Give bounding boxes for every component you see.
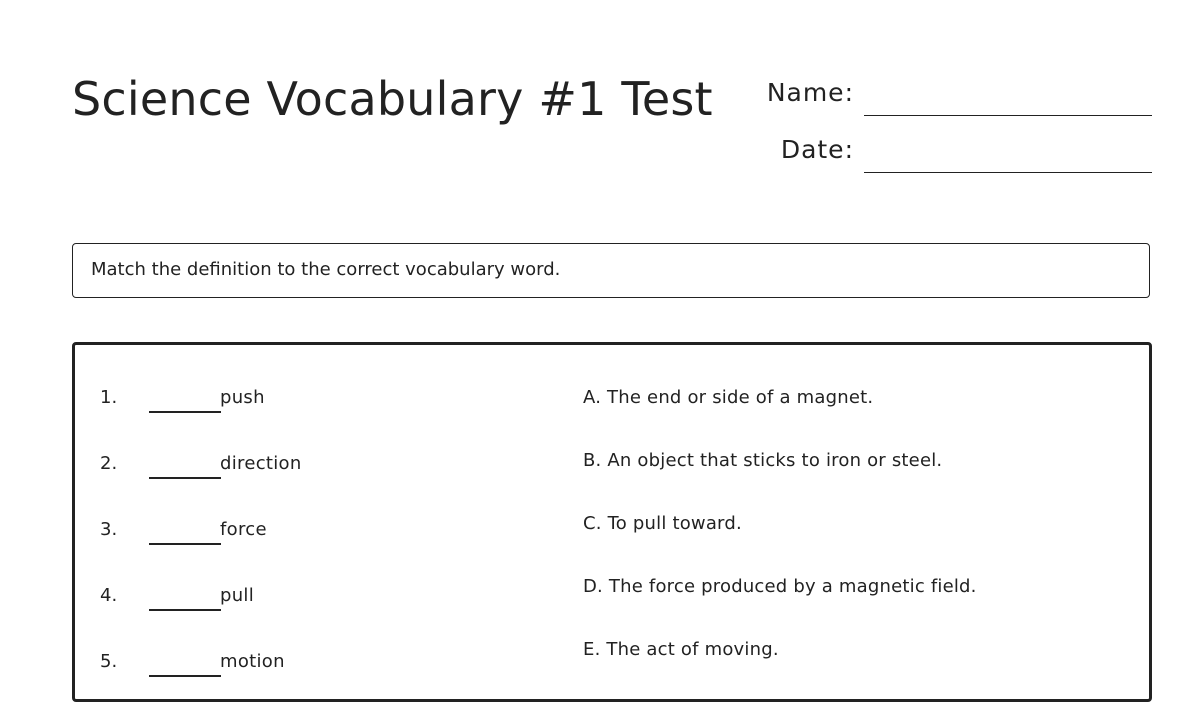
date-row [740, 135, 1152, 175]
definition-item: A. The end or side of a magnet. [583, 387, 874, 408]
term-number: 4. [100, 585, 118, 606]
answer-blank [149, 477, 221, 479]
term-item [100, 651, 520, 681]
name-line [864, 115, 1152, 116]
term-word: push [220, 387, 265, 408]
term-number: 5. [100, 651, 118, 672]
instructions-box [72, 243, 1150, 298]
answer-blank [149, 675, 221, 677]
definition-item: D. The force produced by a magnetic field. [583, 576, 977, 597]
name-label: Name: [766, 78, 854, 107]
date-label: Date: [780, 135, 854, 164]
term-number: 2. [100, 453, 118, 474]
answer-blank [149, 609, 221, 611]
term-word: force [220, 519, 267, 540]
term-word: motion [220, 651, 285, 672]
page-title: Science Vocabulary #1 Test [72, 72, 713, 126]
term-word: pull [220, 585, 255, 606]
answer-blank [149, 411, 221, 413]
term-number: 1. [100, 387, 118, 408]
instructions-text: Match the definition to the correct vocabulary word. [91, 259, 561, 280]
term-item [100, 585, 520, 615]
answer-blank [149, 543, 221, 545]
date-line [864, 172, 1152, 173]
term-item [100, 387, 520, 417]
definition-item: B. An object that sticks to iron or steel. [583, 450, 943, 471]
questions-box [72, 342, 1152, 702]
term-item [100, 519, 520, 549]
definition-item: C. To pull toward. [583, 513, 742, 534]
term-number: 3. [100, 519, 118, 540]
definition-item: E. The act of moving. [583, 639, 779, 660]
term-word: direction [220, 453, 302, 474]
name-row [740, 78, 1152, 118]
term-item [100, 453, 520, 483]
